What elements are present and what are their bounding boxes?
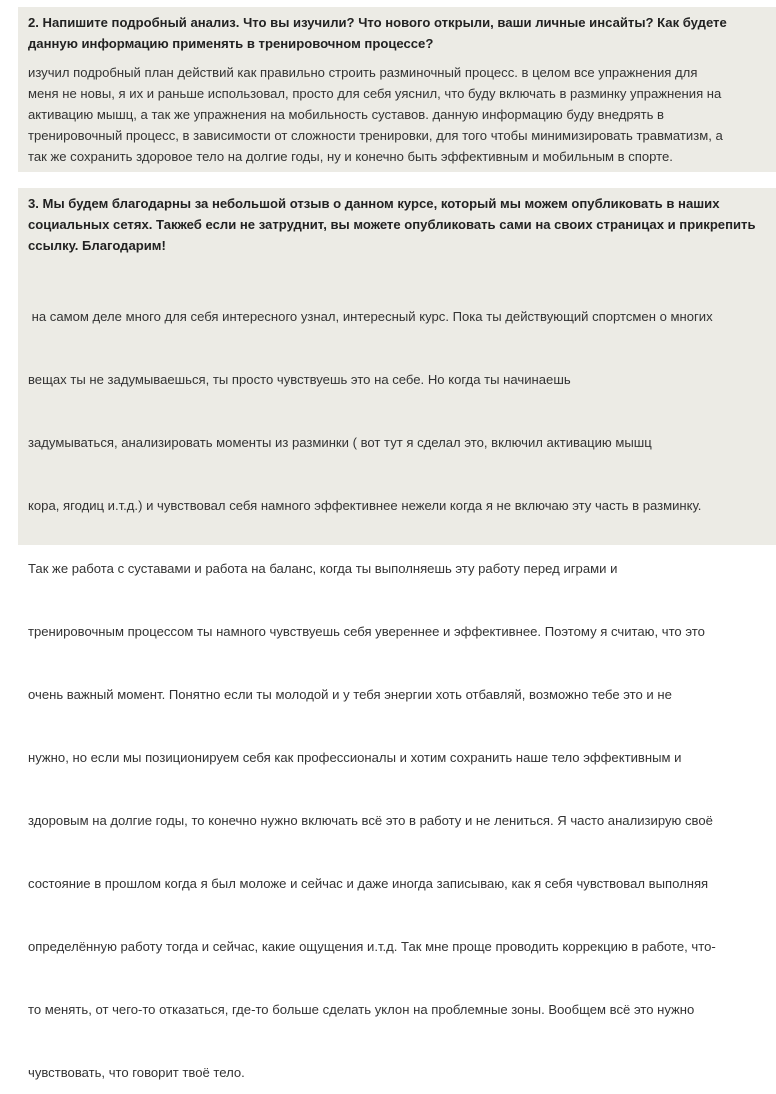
answer-line: изучил подробный план действий как правильно строить разминочный процесс. в целом все упражнения для bbox=[28, 65, 698, 80]
question-line: ссылку. Благодарим! bbox=[28, 238, 166, 253]
answer-line: меня не новы, я их и раньше использовал, просто для себя уяснил, что буду включать в разминку упражнения на bbox=[28, 86, 722, 101]
question-card-2 bbox=[18, 7, 776, 172]
question-3-title bbox=[28, 188, 768, 256]
answer-line: задумываться, анализировать моменты из разминки ( вот тут я сделал это, включил активацию мышц bbox=[28, 435, 652, 450]
question-line: 2. Напишите подробный анализ. Что вы изучили? Что нового открыли, ваши личные инсайты? Как будете bbox=[28, 15, 727, 30]
answer-line: вещах ты не задумываешься, ты просто чувствуешь это на себе. Но когда ты начинаешь bbox=[28, 372, 571, 387]
question-card-3 bbox=[18, 188, 776, 1080]
answer-line: тренировочным процессом ты намного чувствуешь себя увереннее и эффективнее. Поэтому я считаю, что это bbox=[28, 624, 705, 639]
answer-line: Так же работа с суставами и работа на баланс, когда ты выполняешь эту работу перед играми и bbox=[28, 561, 618, 576]
question-line: социальных сетях. Такжеб если не затруднит, вы можете опубликовать сами на своих страницах и прикрепить bbox=[28, 217, 756, 232]
question-line: данную информацию применять в тренировочном процессе? bbox=[28, 36, 434, 51]
answer-line: чувствовать, что говорит твоё тело. bbox=[28, 1065, 245, 1080]
question-2-title bbox=[28, 7, 768, 54]
answer-line: кора, ягодиц и.т.д.) и чувствовал себя намного эффективнее нежели когда я не включаю эту часть в разминку. bbox=[28, 498, 702, 513]
answer-line: то менять, от чего-то отказаться, где-то больше сделать уклон на проблемные зоны. Вообщем всё это нужно bbox=[28, 1002, 695, 1017]
answer-line: тренировочный процесс, в зависимости от сложности тренировки, для того чтобы минимизировать травматизм, а bbox=[28, 128, 723, 143]
answer-line: очень важный момент. Понятно если ты молодой и у тебя энергии хоть отбавляй, возможно тебе это и не bbox=[28, 687, 672, 702]
answer-line: активацию мышц, а так же упражнения на мобильность суставов. данную информацию буду внедрять в bbox=[28, 107, 664, 122]
answer-2-text bbox=[28, 54, 768, 167]
answer-line: так же сохранить здоровое тело на долгие годы, ну и конечно быть эффективным и мобильным в спорте. bbox=[28, 149, 673, 164]
answer-line: на самом деле много для себя интересного узнал, интересный курс. Пока ты действующий спортсмен о многих bbox=[28, 309, 713, 324]
answer-3-text bbox=[28, 256, 768, 1094]
answer-line: определённую работу тогда и сейчас, какие ощущения и.т.д. Так мне проще проводить коррекцию в работе, что- bbox=[28, 939, 716, 954]
answer-line: состояние в прошлом когда я был моложе и сейчас и даже иногда записываю, как я себя чувствовал выполняя bbox=[28, 876, 709, 891]
answer-line: нужно, но если мы позиционируем себя как профессионалы и хотим сохранить наше тело эффективным и bbox=[28, 750, 682, 765]
question-line: 3. Мы будем благодарны за небольшой отзыв о данном курсе, который мы можем опубликовать в наших bbox=[28, 196, 720, 211]
answer-line: здоровым на долгие годы, то конечно нужно включать всё это в работу и не лениться. Я часто анализирую своё bbox=[28, 813, 713, 828]
